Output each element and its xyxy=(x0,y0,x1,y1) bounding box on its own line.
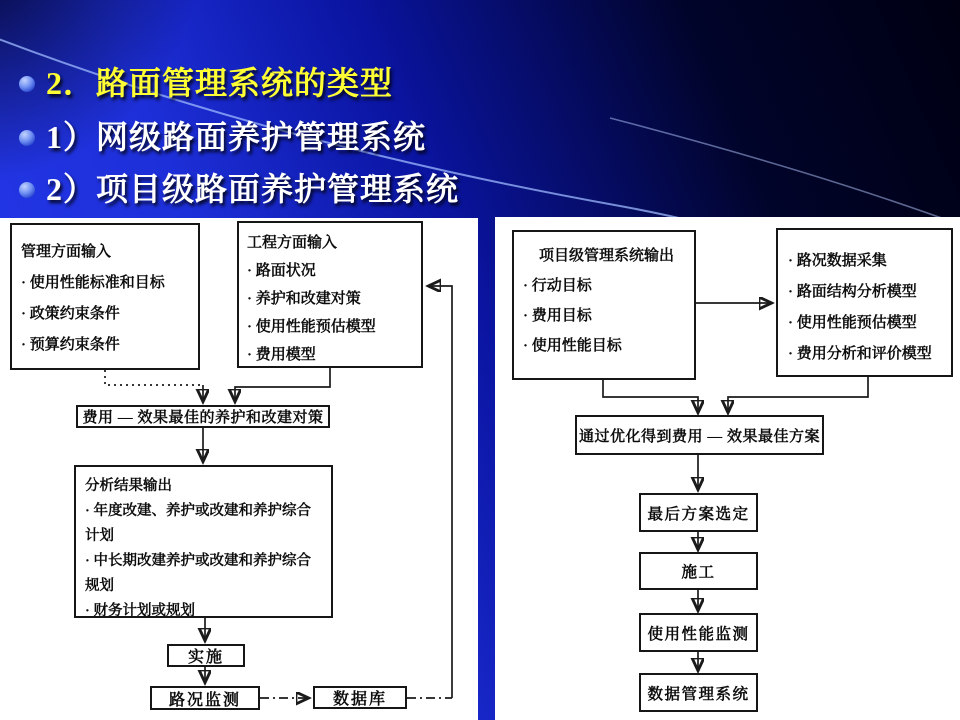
box-item: · 行动目标 xyxy=(523,278,592,294)
database-box xyxy=(313,686,407,709)
box-title: 项目级管理系统输出 xyxy=(538,248,674,264)
performance-monitoring-box xyxy=(639,613,758,652)
bullet-sphere-icon xyxy=(19,76,35,92)
box-label: 费用 — 效果最佳的养护和改建对策 xyxy=(82,410,324,426)
engineering-input-box xyxy=(237,221,423,368)
box-item: · 费用分析和评价模型 xyxy=(788,346,932,362)
box-title: 工程方面输入 xyxy=(247,235,338,251)
heading-row-1 xyxy=(0,64,960,104)
box-label: 通过优化得到费用 — 效果最佳方案 xyxy=(578,428,820,445)
box-item-wrap: 计划 xyxy=(85,528,114,544)
final-plan-selection-box xyxy=(639,493,758,532)
management-input-box xyxy=(10,223,200,370)
box-label: 施工 xyxy=(681,564,716,581)
cost-effective-strategy-box xyxy=(76,405,330,428)
heading-project-level: 2）项目级路面养护管理系统 xyxy=(46,171,460,207)
box-item: · 预算约束条件 xyxy=(21,337,120,353)
box-item: · 财务计划或规划 xyxy=(85,603,195,619)
implementation-box xyxy=(167,644,245,667)
optimization-result-box xyxy=(575,415,824,455)
bullet-sphere-icon xyxy=(19,182,35,198)
box-label: 实施 xyxy=(187,649,224,666)
box-item: · 费用模型 xyxy=(247,347,316,363)
box-label: 最后方案选定 xyxy=(647,505,750,523)
box-label: 路况监测 xyxy=(168,691,241,709)
box-title: 管理方面输入 xyxy=(21,244,112,260)
box-item: · 路面状况 xyxy=(247,263,316,279)
box-item: · 使用性能预估模型 xyxy=(247,319,376,335)
box-item: · 使用性能目标 xyxy=(523,338,622,354)
road-condition-monitoring-box xyxy=(150,686,260,710)
box-item: · 中长期改建养护或改建和养护综合 xyxy=(85,553,311,569)
heading-network-level: 1）网级路面养护管理系统 xyxy=(46,119,427,155)
box-item: · 年度改建、养护或改建和养护综合 xyxy=(85,503,311,519)
box-item: · 使用性能标准和目标 xyxy=(21,275,165,291)
heading-row-2 xyxy=(0,118,960,158)
box-item: · 政策约束条件 xyxy=(21,306,120,322)
data-and-models-box xyxy=(776,228,953,377)
box-label: 使用性能监测 xyxy=(647,625,750,643)
box-item: · 养护和改建对策 xyxy=(247,291,361,307)
box-item: · 费用目标 xyxy=(523,308,592,324)
box-item: · 路面结构分析模型 xyxy=(788,284,917,300)
heading-title: 2．路面管理系统的类型 xyxy=(46,65,394,101)
bullet-sphere-icon xyxy=(19,130,35,146)
box-title: 分析结果输出 xyxy=(85,478,172,494)
box-label: 数据管理系统 xyxy=(647,685,750,703)
heading-row-3 xyxy=(0,170,960,210)
box-item-wrap: 规划 xyxy=(85,578,114,594)
analysis-output-box xyxy=(74,465,333,618)
box-item: · 使用性能预估模型 xyxy=(788,315,917,331)
construction-box xyxy=(639,552,758,590)
box-item: · 路况数据采集 xyxy=(788,253,887,269)
project-system-output-box xyxy=(512,230,696,380)
data-management-system-box xyxy=(639,673,758,712)
box-label: 数据库 xyxy=(332,691,387,708)
